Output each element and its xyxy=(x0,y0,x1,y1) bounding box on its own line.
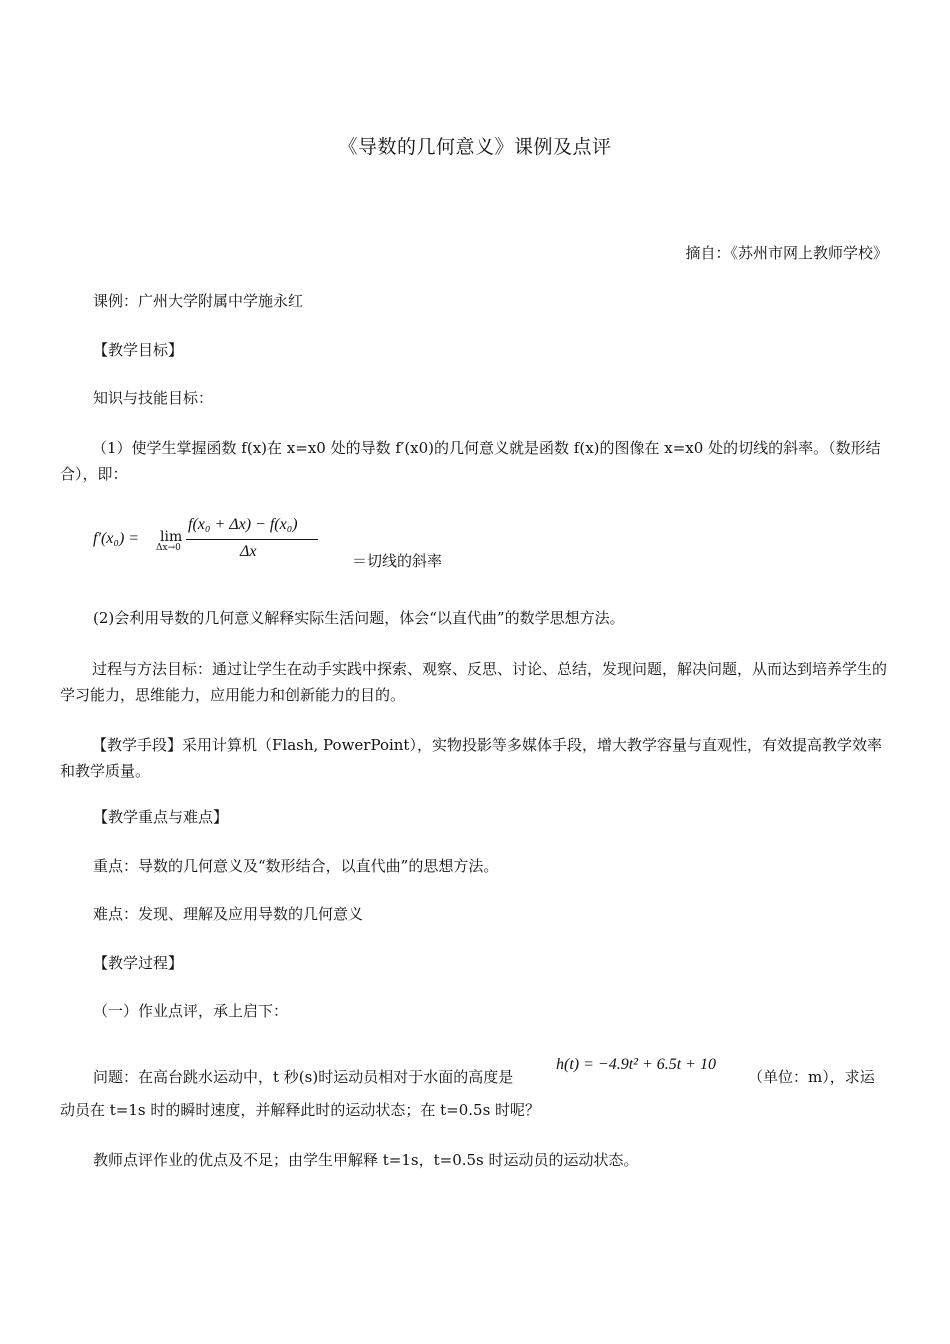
goals-heading: 【教学目标】 xyxy=(93,341,184,359)
key-point: 重点：导数的几何意义及“数形结合，以直代曲”的思想方法。 xyxy=(93,857,499,875)
goal-1-paragraph: （1）使学生掌握函数 f(x)在 x=x0 处的导数 f′(x0)的几何意义就是函数 f(x)的图像在 x=x0 处的切线的斜率。（数形结合），即： xyxy=(60,439,881,483)
means-paragraph xyxy=(60,732,892,784)
formula-lim: lim xyxy=(160,529,183,545)
knowledge-heading: 知识与技能目标： xyxy=(93,389,214,407)
formula-numerator: f(x₀ + Δx) − f(x₀) xyxy=(188,516,298,533)
means-heading: 【教学手段】 xyxy=(92,736,183,754)
page-title: 《导数的几何意义》课例及点评 xyxy=(338,136,612,158)
formula-suffix: ＝切线的斜率 xyxy=(352,552,443,570)
question-text-start: 问题：在高台跳水运动中，t 秒(s)时运动员相对于水面的高度是 xyxy=(93,1068,514,1086)
process-heading: 【教学过程】 xyxy=(93,954,184,972)
question-text-end: （单位：m），求运 xyxy=(748,1068,875,1086)
means-text: 采用计算机（Flash, PowerPoint），实物投影等多媒体手段，增大教学容量与直观性，有效提高教学效率和教学质量。 xyxy=(60,736,882,780)
lesson-line: 课例：广州大学附属中学施永红 xyxy=(93,292,304,310)
fraction-bar xyxy=(186,539,318,540)
goal-2-paragraph: (2)会利用导数的几何意义解释实际生活问题，体会“以直代曲”的数学思想方法。 xyxy=(93,609,625,627)
key-heading: 【教学重点与难点】 xyxy=(93,808,229,826)
formula-denominator: Δx xyxy=(240,543,257,560)
step-1-heading: （一）作业点评，承上启下： xyxy=(93,1002,289,1020)
difficulty-point: 难点：发现、理解及应用导数的几何意义 xyxy=(93,905,364,923)
teacher-comment: 教师点评作业的优点及不足；由学生甲解释 t=1s，t=0.5s 时运动员的运动状态。 xyxy=(93,1151,639,1169)
process-goal-paragraph: 过程与方法目标：通过让学生在动手实践中探索、观察、反思、讨论、总结，发现问题，解决问题，从而达到培养学生的学习能力，思维能力，应用能力和创新能力的目的。 xyxy=(60,660,888,704)
question-text-continued: 动员在 t=1s 时的瞬时速度，并解释此时的运动状态；在 t=0.5s 时呢？ xyxy=(60,1101,541,1119)
source-line: 摘自：《苏州市网上教师学校》 xyxy=(685,244,888,262)
height-formula: h(t) = −4.9t² + 6.5t + 10 xyxy=(556,1056,716,1073)
formula-lim-subscript: Δx→0 xyxy=(156,543,181,553)
formula-lhs: f′(x₀) = xyxy=(93,530,140,547)
